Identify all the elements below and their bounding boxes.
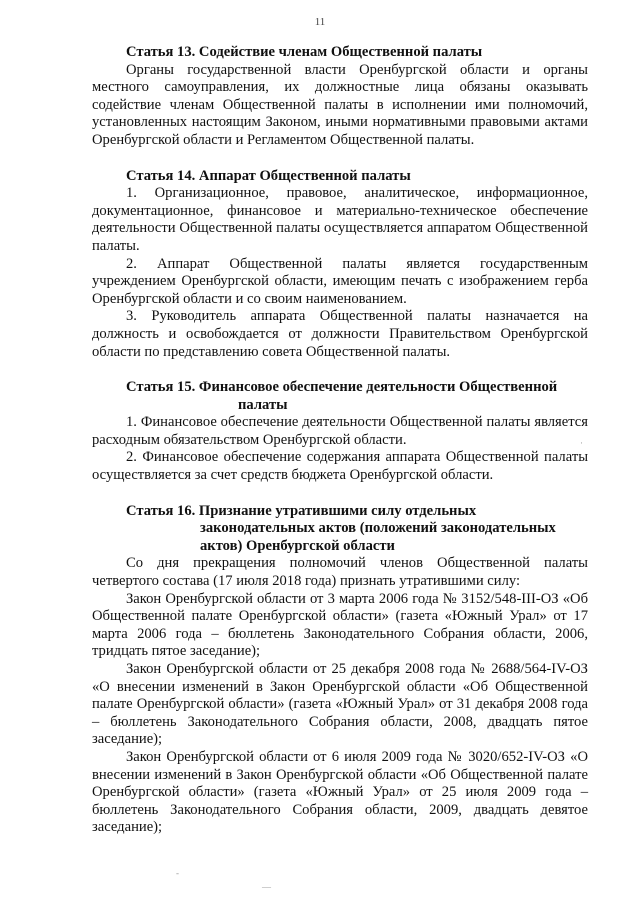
article-15-heading xyxy=(92,379,588,414)
article-14-paragraph-2: 2. Аппарат Общественной палаты является государственным учреждением Оренбургской области, имеющим печать с изображением герба Оренбургской области и со своим наименованием. xyxy=(92,255,588,307)
article-16-heading-line-1: Статья 16. Признание утратившими силу отдельных xyxy=(126,502,477,519)
article-16-heading xyxy=(92,503,588,556)
scan-speck: - xyxy=(176,868,179,878)
article-16-paragraph-intro: Со дня прекращения полномочий членов Общественной палаты четвертого состава (17 июля 2018 года) признать утратившими силу: xyxy=(92,555,588,590)
article-16-law-2006: Закон Оренбургской области от 3 марта 2006 года № 3152/548-III-ОЗ «Об Общественной палате Оренбургской области» (газета «Южный Урал» от 17 марта 2006 года – бюллетень Законодательного Собрания области, 2006, тридцать пятое заседание); xyxy=(92,590,588,660)
article-15-heading-line-2: палаты xyxy=(238,396,288,413)
article-15-paragraph-1: 1. Финансовое обеспечение деятельности Общественной палаты является расходным обязательством Оренбургской области. xyxy=(92,414,588,448)
article-15-paragraph-2: 2. Финансовое обеспечение содержания аппарата Общественной палаты осуществляется за счет средств бюджета Оренбургской области. xyxy=(92,449,588,484)
scan-speck: — xyxy=(262,882,271,892)
article-16-law-2008: Закон Оренбургской области от 25 декабря 2008 года № 2688/564-IV-ОЗ «О внесении изменений в Закон Оренбургской области «Об Общественной палате Оренбургской области» (газета «Южный Урал» от 31 декабря 2008 года – бюллетень Законодательного Собрания области, 2008, двадцать пятое заседание); xyxy=(92,661,588,748)
article-16-heading-line-3: актов) Оренбургской области xyxy=(200,537,395,554)
article-14-heading: Статья 14. Аппарат Общественной палаты xyxy=(126,167,411,184)
article-13-paragraph: Органы государственной власти Оренбургской области и органы местного самоуправления, их должностные лица обязаны оказывать содействие членам Общественной палаты в исполнении ими полномочий, установленных настоящим Законом, иными нормативными правовыми актами Оренбургской области и Регламентом Общественной палаты. xyxy=(92,61,588,148)
scan-speck: · xyxy=(580,438,583,448)
article-14-paragraph-1: 1. Организационное, правовое, аналитическое, информационное, документационное, финансовое и материально-техническое обеспечение деятельности Общественной палаты осуществляется аппаратом Общественной палаты. xyxy=(92,185,588,254)
article-15-heading-line-1: Статья 15. Финансовое обеспечение деятельности Общественной xyxy=(126,379,558,396)
article-16 xyxy=(92,503,588,837)
document-body xyxy=(92,44,588,837)
article-15 xyxy=(92,379,588,485)
article-16-heading-line-2: законодательных актов (положений законодательных xyxy=(200,520,556,537)
article-14 xyxy=(92,168,588,362)
article-14-paragraph-3: 3. Руководитель аппарата Общественной палаты назначается на должность и освобождается от должности Правительством Оренбургской области по представлению совета Общественной палаты. xyxy=(92,308,588,360)
article-13-heading: Статья 13. Содействие членам Общественной палаты xyxy=(126,44,483,60)
article-16-law-2009: Закон Оренбургской области от 6 июля 2009 года № 3020/652-IV-ОЗ «О внесении изменений в Закон Оренбургской области «Об Общественной палате Оренбургской области» (газета «Южный Урал» от 25 июля 2009 года – бюллетень Законодательного Собрания области, 2009, двадцать девятое заседание); xyxy=(92,748,588,836)
article-13 xyxy=(92,44,588,150)
page-number: 11 xyxy=(314,16,326,28)
